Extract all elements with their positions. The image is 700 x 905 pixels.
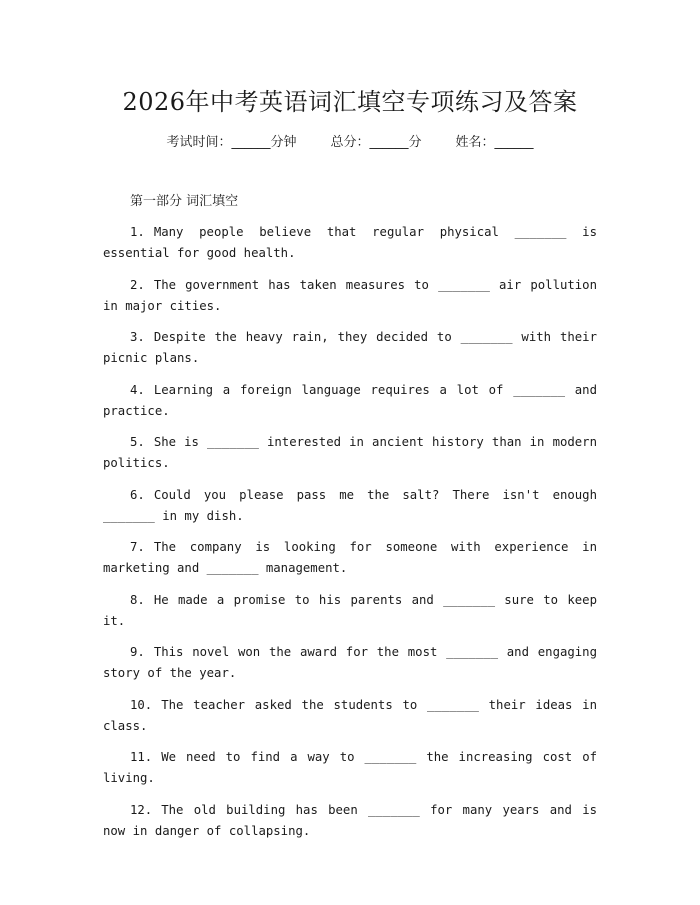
question-number: 11. [130,750,153,764]
section-title: 第一部分 词汇填空 [130,194,239,209]
question-item [103,695,597,737]
question-text: The teacher asked the students to _______ their ideas in class. [103,697,597,733]
question-number: 5. [130,435,145,449]
question-item [103,275,597,317]
question-item [103,642,597,684]
question-number: 7. [130,540,145,554]
question-number: 10. [130,697,153,712]
exam-time-field: 考试时间：______分钟 [166,135,297,150]
question-item [103,222,597,264]
question-number: 4. [130,382,145,397]
question-item [103,537,597,579]
name-field: 姓名：______ [455,135,534,150]
exam-info-line [0,131,700,150]
question-item [103,432,597,474]
question-text: Despite the heavy rain, they decided to _______ with their picnic plans. [103,330,597,365]
question-text: We need to find a way to _______ the increasing cost of living. [103,750,597,785]
question-item [103,800,597,842]
question-item [103,327,597,369]
question-text: Many people believe that regular physical _______ is essential for good health. [103,225,597,260]
question-text: He made a promise to his parents and _______ sure to keep it. [103,592,597,628]
question-number: 12. [130,802,153,817]
total-score-field: 总分：______分 [330,135,422,150]
question-number: 9. [130,645,145,659]
question-item [103,590,597,632]
question-text: She is _______ interested in ancient history than in modern politics. [103,435,597,470]
question-text: This novel won the award for the most _______ and engaging story of the year. [103,645,597,680]
question-number: 1. [130,225,145,239]
question-number: 3. [130,330,145,344]
question-item [103,485,597,527]
question-text: The company is looking for someone with experience in marketing and _______ management. [103,540,597,575]
question-item [103,747,597,789]
question-list [103,222,597,852]
question-text: Learning a foreign language requires a lot of _______ and practice. [103,382,597,418]
question-text: The old building has been _______ for many years and is now in danger of collapsing. [103,802,597,838]
page-title: 2026年中考英语词汇填空专项练习及答案 [122,88,578,116]
question-number: 8. [130,592,145,607]
question-number: 2. [130,277,145,292]
question-number: 6. [130,487,145,502]
question-text: Could you please pass me the salt? There isn't enough _______ in my dish. [103,487,597,523]
question-text: The government has taken measures to _______ air pollution in major cities. [103,277,597,313]
question-item [103,380,597,422]
